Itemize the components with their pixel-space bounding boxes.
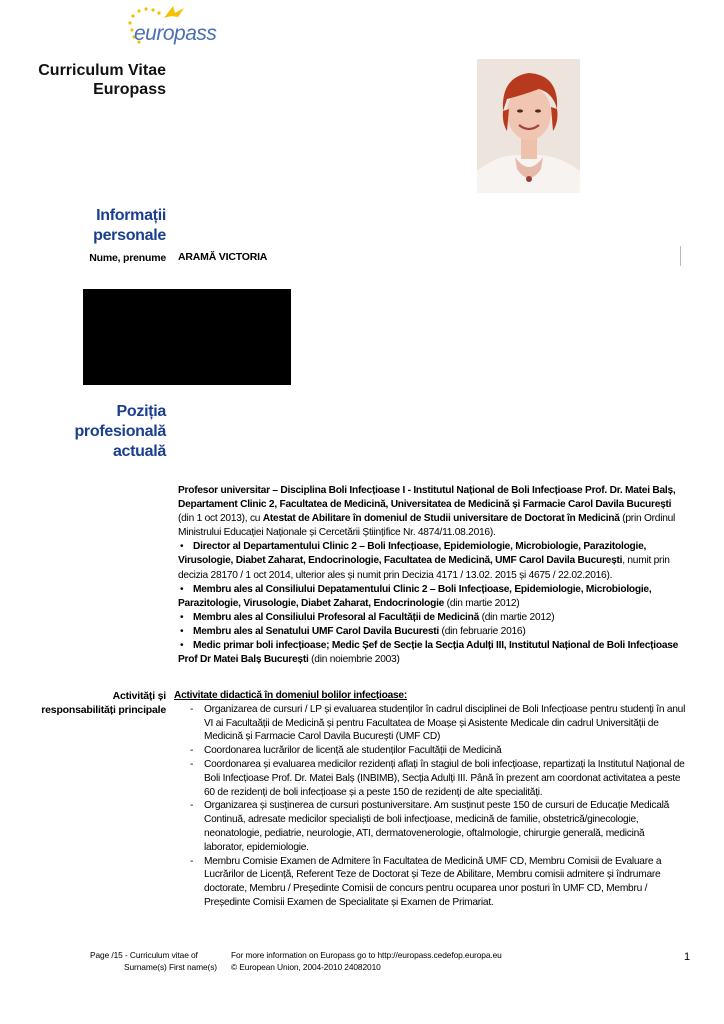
position-order: (prin Ordinul Ministrului Educației Naționale și Cercetării Științifice Nr. 4874/11.08.2016). xyxy=(178,513,676,539)
cv-title xyxy=(38,61,166,99)
position-bullet-3-bold: Membru ales al Consiliului Profesoral al Facultății de Medicină xyxy=(193,611,479,623)
current-position-heading-line1: Poziția xyxy=(116,403,166,420)
footer-copyright: © European Union, 2004-2010 24082010 xyxy=(231,962,381,972)
activities-body xyxy=(174,689,686,910)
logo-wordmark: europass xyxy=(134,22,217,45)
name-label: Nume, prenume xyxy=(89,252,166,264)
position-bullet-5-text: (din noiembrie 2003) xyxy=(308,654,400,666)
cv-title-line2: Europass xyxy=(93,81,166,98)
profile-photo xyxy=(477,59,580,193)
position-bullet-2-bold: Membru ales al Consiliului Depatamentului Clinic 2 – Boli Infecțioase, Epidemiologie, Microbiologie, Parazitologie, Virusologie, Diabet Zaharat, Endocrinologie xyxy=(178,583,652,609)
current-position-heading xyxy=(26,402,166,462)
position-date: (din 1 oct 2013), cu xyxy=(178,513,263,525)
list-item: - Membru Comisie Examen de Admitere în Facultatea de Medicină UMF CD, Membru Comisii de Evaluare a Lucrărilor de Licență, Referent Teze de Doctorat și Teze de Abilitare, Membru comisii admitere și îndrumare doctorate, Membru / Președinte Comisii de concurs pentru ocuparea unor posturi în UMF CD, Membru / Președinte Comisii Examen de Specialitate și Examen de Primariat. xyxy=(174,855,686,910)
list-item: - Coordonarea și evaluarea medicilor rezidenți aflați în stagiul de boli infecțioase, repartizați la Institutul Național de Boli Infecțioase Prof. Dr. Matei Balș (INBIMB), Secția Adulți III. Până în prezent am coordonat activitatea a peste 60 de rezidenți de boli infecțioase și a peste 150 de rezidenți de alte specialități. xyxy=(174,758,686,799)
personal-info-heading-line2: personale xyxy=(93,227,166,244)
personal-info-heading xyxy=(26,206,166,246)
position-bullet-4 xyxy=(178,625,684,639)
position-bullet-4-bold: Membru ales al Senatului UMF Carol Davila Bucuresti xyxy=(193,625,439,637)
page-number: 1 xyxy=(684,951,691,963)
position-bullet-2 xyxy=(178,583,684,611)
cv-title-line1: Curriculum Vitae xyxy=(38,62,166,79)
position-bullet-3 xyxy=(178,611,684,625)
list-item: - Organizarea și susținerea de cursuri postuniversitare. Am susținut peste 150 de cursuri de Educație Medicală Continuă, adresate medicilor specialiști de boli infecțioase, medicină de familie, obstetrică/ginecologie, neonatologie, pediatrie, neurologie, ATI, dermatovenerologie, oftalmologie, chirurgie generală, medicină laborator, epidemiologie. xyxy=(174,799,686,854)
activities-label-line2: responsabilități principale xyxy=(41,704,166,716)
current-position-heading-line3: actuală xyxy=(112,443,166,460)
divider xyxy=(680,246,681,266)
position-title: Profesor universitar – Disciplina Boli Infecțioase I - Institutul Național de Boli Infecțioase Prof. Dr. Matei Balș, Departament Clinic 2, Facultatea de Medicină, Universitatea de Medicină și Farmacie Carol Davila București xyxy=(178,485,676,511)
list-item: - Coordonarea lucrărilor de licență ale studenților Facultății de Medicină xyxy=(174,744,686,758)
position-bullet-5-bold: Medic primar boli infecțioase; Medic Șef de Secție la Secția Adulți III, Institutul Național de Boli Infecțioase Prof Dr Matei Balș București xyxy=(178,640,679,666)
personal-info-heading-line1: Informații xyxy=(96,207,166,224)
position-bullet-1-bold: Director al Departamentului Clinic 2 – Boli Infecțioase, Epidemiologie, Microbiologie, Parazitologie, Virusologie, Diabet Zaharat, Endocrinologie, Facultatea de Medicină, UMF Carol Davila București xyxy=(178,541,647,567)
activities-list xyxy=(174,703,686,910)
position-bullet-4-text: (din februarie 2016) xyxy=(438,625,526,637)
position-bullet-5 xyxy=(178,639,684,667)
current-position-body xyxy=(178,484,684,667)
europass-logo xyxy=(124,4,217,48)
position-habilitation: Atestat de Abilitare în domeniul de Studii universitare de Doctorat în Medicină xyxy=(262,513,620,525)
position-paragraph xyxy=(178,484,684,540)
position-bullet-3-text: (din martie 2012) xyxy=(479,611,555,623)
footer-info-link: For more information on Europass go to http://europass.cedefop.europa.eu xyxy=(231,950,502,960)
footer-info xyxy=(231,949,502,973)
position-bullet-1 xyxy=(178,540,684,582)
activities-title: Activitate didactică în domeniul bolilor infecțioase: xyxy=(174,690,407,701)
redacted-block xyxy=(83,289,291,385)
current-position-heading-line2: profesională xyxy=(74,423,166,440)
name-value: ARAMĂ VICTORIA xyxy=(178,251,268,263)
position-bullet-2-text: (din martie 2012) xyxy=(444,597,520,609)
list-item: - Organizarea de cursuri / LP și evaluarea studenților în cadrul disciplinei de Boli Infecțioase pentru studenți în anul VI ai Facultaății de Medicină și pentru Facultatea de Moașe și Asistente Medicale din cadrul Universității de Medicină și Farmacie Carol Davila București (UMF CD) xyxy=(174,703,686,744)
footer-surname-label: Surname(s) First name(s) xyxy=(124,962,217,972)
position-bullet-1-text: , numit prin decizia 28170 / 1 oct 2014, ulterior ales și numit prin Decizia 4171 / 13.02. 2015 și 4675 / 22.02.2016). xyxy=(178,555,670,581)
activities-label xyxy=(41,689,166,717)
activities-label-line1: Activități și xyxy=(112,690,166,702)
footer-left xyxy=(90,949,217,973)
footer-page-label: Page /15 - Curriculum vitae of xyxy=(90,950,198,960)
